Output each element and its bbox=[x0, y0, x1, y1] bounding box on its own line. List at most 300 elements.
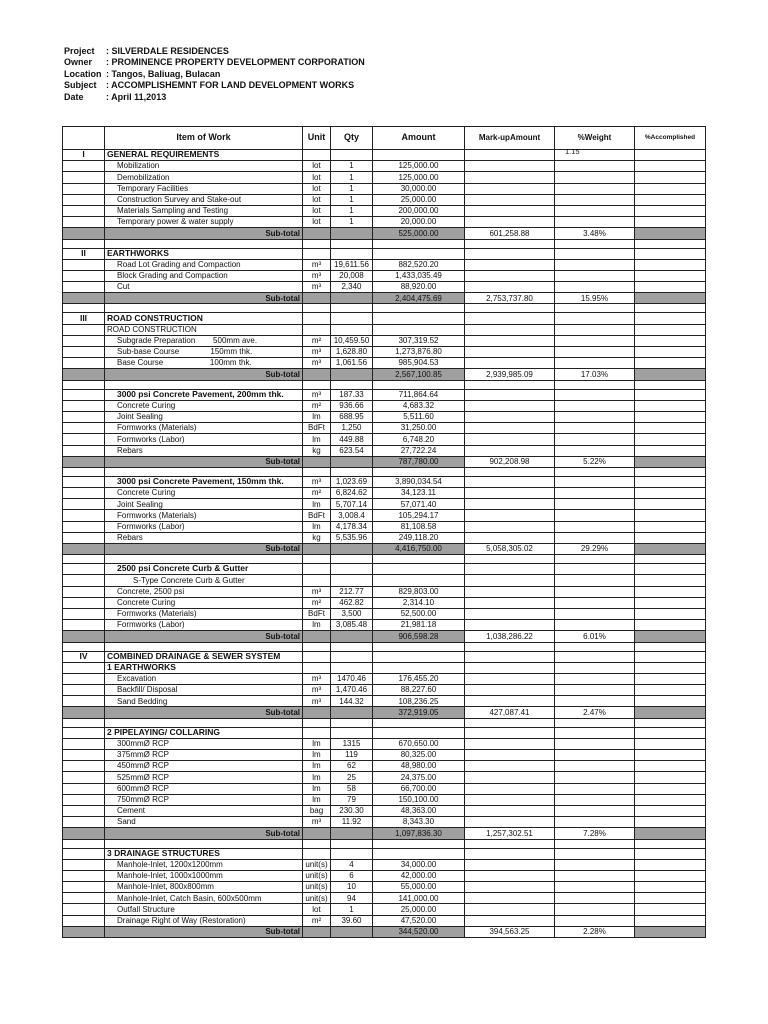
blank-cell bbox=[373, 642, 465, 651]
blank-cell bbox=[331, 467, 373, 476]
row-item: Materials Sampling and Testing bbox=[105, 205, 303, 216]
row-accomplished bbox=[635, 172, 706, 183]
row-markup bbox=[465, 423, 555, 434]
blank-cell bbox=[555, 839, 635, 848]
table-row bbox=[63, 358, 706, 369]
blank-cell bbox=[303, 839, 331, 848]
row-item: 2 PIPELAYING/ COLLARING bbox=[105, 727, 303, 738]
blank-cell bbox=[303, 380, 331, 389]
row-accomplished bbox=[635, 488, 706, 499]
blank-cell bbox=[635, 642, 706, 651]
row-qty bbox=[331, 150, 373, 161]
row-amount: 81,108.58 bbox=[373, 521, 465, 532]
row-weight bbox=[555, 608, 635, 619]
row-weight bbox=[555, 389, 635, 400]
row-weight bbox=[555, 673, 635, 684]
row-weight bbox=[555, 521, 635, 532]
row-accomplished bbox=[635, 608, 706, 619]
row-item: Manhole-Inlet, 1000x1000mm bbox=[105, 870, 303, 881]
row-amount: 249,118.20 bbox=[373, 532, 465, 543]
row-weight bbox=[555, 400, 635, 411]
row-amount: 80,325.00 bbox=[373, 750, 465, 761]
row-weight bbox=[555, 161, 635, 172]
row-accomplished bbox=[635, 161, 706, 172]
row-amount bbox=[373, 324, 465, 335]
row-markup bbox=[465, 400, 555, 411]
row-amount: 4,683.32 bbox=[373, 400, 465, 411]
row-amount: 25,000.00 bbox=[373, 904, 465, 915]
row-number bbox=[63, 893, 105, 904]
blank-cell bbox=[555, 718, 635, 727]
row-markup bbox=[465, 662, 555, 673]
accomplished-percent bbox=[635, 456, 706, 467]
row-number bbox=[63, 282, 105, 293]
row-amount: 34,000.00 bbox=[373, 859, 465, 870]
row-accomplished bbox=[635, 915, 706, 926]
row-weight bbox=[555, 476, 635, 487]
table-row bbox=[63, 794, 706, 805]
table-row bbox=[63, 870, 706, 881]
table-row bbox=[63, 521, 706, 532]
table-row bbox=[63, 205, 706, 216]
row-weight bbox=[555, 794, 635, 805]
row-qty bbox=[331, 369, 373, 380]
table-row bbox=[63, 423, 706, 434]
row-accomplished bbox=[635, 882, 706, 893]
meta-row bbox=[64, 46, 365, 57]
row-accomplished bbox=[635, 499, 706, 510]
blank-cell bbox=[465, 718, 555, 727]
meta-row bbox=[64, 80, 365, 91]
row-qty: 5,535.96 bbox=[331, 532, 373, 543]
row-markup bbox=[465, 411, 555, 422]
row-accomplished bbox=[635, 313, 706, 324]
row-item: 2500 psi Concrete Curb & Gutter bbox=[105, 564, 303, 575]
table-row bbox=[63, 817, 706, 828]
table-row bbox=[63, 783, 706, 794]
row-unit: m³ bbox=[303, 476, 331, 487]
row-accomplished bbox=[635, 476, 706, 487]
row-weight bbox=[555, 347, 635, 358]
row-unit: m³ bbox=[303, 673, 331, 684]
row-amount: 176,455.20 bbox=[373, 673, 465, 684]
row-qty: 1 bbox=[331, 217, 373, 228]
row-number bbox=[63, 347, 105, 358]
row-weight bbox=[555, 335, 635, 346]
blank-cell bbox=[63, 239, 105, 248]
blank-cell bbox=[373, 239, 465, 248]
blank-cell bbox=[635, 304, 706, 313]
row-amount bbox=[373, 662, 465, 673]
row-item: 3 DRAINAGE STRUCTURES bbox=[105, 848, 303, 859]
row-amount: 88,920.00 bbox=[373, 282, 465, 293]
row-markup bbox=[465, 282, 555, 293]
row-accomplished bbox=[635, 259, 706, 270]
blank-cell bbox=[635, 239, 706, 248]
row-unit: m² bbox=[303, 488, 331, 499]
subtotal-amount: 344,520.00 bbox=[373, 926, 465, 937]
meta-key: Project bbox=[64, 46, 95, 56]
row-weight bbox=[555, 805, 635, 816]
row-accomplished bbox=[635, 347, 706, 358]
row-qty: 6 bbox=[331, 870, 373, 881]
row-number bbox=[63, 727, 105, 738]
markup-factor: 1.15 bbox=[565, 147, 580, 156]
row-weight bbox=[555, 620, 635, 631]
row-markup bbox=[465, 893, 555, 904]
row-qty: 79 bbox=[331, 794, 373, 805]
row-unit: BdFt bbox=[303, 608, 331, 619]
row-qty bbox=[331, 848, 373, 859]
row-number bbox=[63, 620, 105, 631]
row-markup bbox=[465, 673, 555, 684]
row-qty: 5,707.14 bbox=[331, 499, 373, 510]
row-weight bbox=[555, 248, 635, 259]
row-markup bbox=[465, 510, 555, 521]
col-header-unit: Unit bbox=[303, 127, 331, 150]
row-qty: 20,008 bbox=[331, 270, 373, 281]
row-item: Base Course 100mm thk. bbox=[105, 358, 303, 369]
row-item: Construction Survey and Stake-out bbox=[105, 194, 303, 205]
row-amount: 20,000.00 bbox=[373, 217, 465, 228]
row-item: 525mmØ RCP bbox=[105, 772, 303, 783]
row-accomplished bbox=[635, 696, 706, 707]
row-qty bbox=[331, 651, 373, 662]
row-unit: lm bbox=[303, 794, 331, 805]
row-amount: 47,520.00 bbox=[373, 915, 465, 926]
row-markup bbox=[465, 313, 555, 324]
subtotal-label: Sub-total bbox=[105, 828, 303, 839]
subtotal-amount: 4,416,750.00 bbox=[373, 544, 465, 555]
row-amount: 125,000.00 bbox=[373, 172, 465, 183]
row-qty: 230.30 bbox=[331, 805, 373, 816]
blank-cell bbox=[105, 304, 303, 313]
row-markup bbox=[465, 389, 555, 400]
section-row bbox=[63, 389, 706, 400]
row-accomplished bbox=[635, 586, 706, 597]
row-accomplished bbox=[635, 445, 706, 456]
row-item: 3000 psi Concrete Pavement, 200mm thk. bbox=[105, 389, 303, 400]
row-weight bbox=[555, 904, 635, 915]
row-unit bbox=[303, 456, 331, 467]
blank-cell bbox=[555, 642, 635, 651]
table-row bbox=[63, 673, 706, 684]
table-row bbox=[63, 772, 706, 783]
row-weight bbox=[555, 445, 635, 456]
row-item: Rebars bbox=[105, 532, 303, 543]
row-unit: lot bbox=[303, 217, 331, 228]
table-row bbox=[63, 620, 706, 631]
row-number bbox=[63, 488, 105, 499]
table-row bbox=[63, 282, 706, 293]
row-amount: 105,294.17 bbox=[373, 510, 465, 521]
blank-cell bbox=[331, 642, 373, 651]
blank-cell bbox=[465, 239, 555, 248]
row-amount: 24,375.00 bbox=[373, 772, 465, 783]
row-number bbox=[63, 631, 105, 642]
row-item: Concrete, 2500 psi bbox=[105, 586, 303, 597]
row-number bbox=[63, 673, 105, 684]
markup-amount: 2,753,737.80 bbox=[465, 293, 555, 304]
weight-percent: 17.03% bbox=[555, 369, 635, 380]
table-row bbox=[63, 194, 706, 205]
section-row bbox=[63, 651, 706, 662]
row-weight bbox=[555, 411, 635, 422]
row-number bbox=[63, 738, 105, 749]
row-qty: 1,250 bbox=[331, 423, 373, 434]
row-accomplished bbox=[635, 904, 706, 915]
row-qty bbox=[331, 248, 373, 259]
row-qty: 1 bbox=[331, 172, 373, 183]
row-markup bbox=[465, 685, 555, 696]
row-amount: 5,511.60 bbox=[373, 411, 465, 422]
row-weight bbox=[555, 434, 635, 445]
section-row bbox=[63, 564, 706, 575]
row-unit: lm bbox=[303, 620, 331, 631]
row-item: 3000 psi Concrete Pavement, 150mm thk. bbox=[105, 476, 303, 487]
blank-cell bbox=[303, 304, 331, 313]
row-markup bbox=[465, 445, 555, 456]
blank-row bbox=[63, 839, 706, 848]
row-item: Formworks (Materials) bbox=[105, 423, 303, 434]
row-accomplished bbox=[635, 389, 706, 400]
row-amount: 27,722.24 bbox=[373, 445, 465, 456]
row-accomplished bbox=[635, 575, 706, 586]
section-row bbox=[63, 476, 706, 487]
row-weight bbox=[555, 685, 635, 696]
subtotal-amount: 2,404,475.69 bbox=[373, 293, 465, 304]
row-number bbox=[63, 707, 105, 718]
row-weight bbox=[555, 597, 635, 608]
row-weight bbox=[555, 172, 635, 183]
row-accomplished bbox=[635, 150, 706, 161]
row-number bbox=[63, 161, 105, 172]
row-accomplished bbox=[635, 673, 706, 684]
row-markup bbox=[465, 620, 555, 631]
row-number bbox=[63, 870, 105, 881]
row-unit: m² bbox=[303, 400, 331, 411]
meta-value: : April 11,2013 bbox=[106, 91, 167, 102]
row-amount bbox=[373, 564, 465, 575]
row-item: Cement bbox=[105, 805, 303, 816]
row-number bbox=[63, 817, 105, 828]
blank-cell bbox=[373, 380, 465, 389]
row-unit: m³ bbox=[303, 358, 331, 369]
row-unit: m³ bbox=[303, 270, 331, 281]
row-qty: 6,824.62 bbox=[331, 488, 373, 499]
row-qty bbox=[331, 662, 373, 673]
blank-cell bbox=[303, 642, 331, 651]
row-qty: 94 bbox=[331, 893, 373, 904]
row-unit: m³ bbox=[303, 817, 331, 828]
row-weight bbox=[555, 738, 635, 749]
meta-key: Date bbox=[64, 91, 84, 102]
row-unit: lot bbox=[303, 194, 331, 205]
row-unit bbox=[303, 369, 331, 380]
row-weight bbox=[555, 194, 635, 205]
row-weight bbox=[555, 915, 635, 926]
table-row bbox=[63, 335, 706, 346]
row-number bbox=[63, 411, 105, 422]
row-qty bbox=[331, 575, 373, 586]
accomplishment-table bbox=[62, 126, 706, 938]
row-markup bbox=[465, 772, 555, 783]
row-item: Demobilization bbox=[105, 172, 303, 183]
row-number bbox=[63, 915, 105, 926]
row-item: Block Grading and Compaction bbox=[105, 270, 303, 281]
row-weight bbox=[555, 259, 635, 270]
accomplished-percent bbox=[635, 228, 706, 239]
accomplished-percent bbox=[635, 926, 706, 937]
row-qty: 25 bbox=[331, 772, 373, 783]
row-number bbox=[63, 205, 105, 216]
row-number bbox=[63, 685, 105, 696]
row-markup bbox=[465, 738, 555, 749]
row-unit: unit(s) bbox=[303, 859, 331, 870]
blank-cell bbox=[63, 304, 105, 313]
meta-key: Subject bbox=[64, 80, 97, 91]
row-unit bbox=[303, 651, 331, 662]
row-unit bbox=[303, 313, 331, 324]
markup-amount: 902,208.98 bbox=[465, 456, 555, 467]
blank-cell bbox=[331, 718, 373, 727]
row-unit bbox=[303, 248, 331, 259]
row-number bbox=[63, 783, 105, 794]
table-row bbox=[63, 400, 706, 411]
row-accomplished bbox=[635, 761, 706, 772]
row-number bbox=[63, 194, 105, 205]
row-qty: 2,340 bbox=[331, 282, 373, 293]
row-markup bbox=[465, 205, 555, 216]
row-unit: m³ bbox=[303, 586, 331, 597]
row-accomplished bbox=[635, 358, 706, 369]
row-markup bbox=[465, 434, 555, 445]
markup-amount: 601,258.88 bbox=[465, 228, 555, 239]
row-weight bbox=[555, 282, 635, 293]
row-amount bbox=[373, 248, 465, 259]
row-accomplished bbox=[635, 662, 706, 673]
blank-cell bbox=[555, 304, 635, 313]
row-accomplished bbox=[635, 685, 706, 696]
row-weight bbox=[555, 859, 635, 870]
row-item: Mobilization bbox=[105, 161, 303, 172]
table-row bbox=[63, 445, 706, 456]
row-item: 300mmØ RCP bbox=[105, 738, 303, 749]
row-markup bbox=[465, 586, 555, 597]
row-unit: kg bbox=[303, 445, 331, 456]
table-row bbox=[63, 761, 706, 772]
row-item: Manhole-Inlet, 800x800mm bbox=[105, 882, 303, 893]
blank-cell bbox=[465, 380, 555, 389]
row-accomplished bbox=[635, 205, 706, 216]
blank-cell bbox=[303, 239, 331, 248]
row-number bbox=[63, 456, 105, 467]
table-row bbox=[63, 586, 706, 597]
table-row bbox=[63, 270, 706, 281]
blank-cell bbox=[105, 555, 303, 564]
row-qty: 1470.46 bbox=[331, 673, 373, 684]
section-row bbox=[63, 848, 706, 859]
weight-percent: 5.22% bbox=[555, 456, 635, 467]
row-number bbox=[63, 434, 105, 445]
table-row bbox=[63, 575, 706, 586]
blank-cell bbox=[635, 718, 706, 727]
row-markup bbox=[465, 859, 555, 870]
row-markup bbox=[465, 882, 555, 893]
row-amount: 141,000.00 bbox=[373, 893, 465, 904]
row-item: Backfill/ Disposal bbox=[105, 685, 303, 696]
row-item: Excavation bbox=[105, 673, 303, 684]
row-unit bbox=[303, 848, 331, 859]
row-unit: lm bbox=[303, 499, 331, 510]
row-accomplished bbox=[635, 893, 706, 904]
table-row bbox=[63, 411, 706, 422]
row-item: S-Type Concrete Curb & Gutter bbox=[105, 575, 303, 586]
table-row bbox=[63, 499, 706, 510]
row-amount bbox=[373, 651, 465, 662]
blank-cell bbox=[303, 555, 331, 564]
row-unit: m³ bbox=[303, 685, 331, 696]
row-accomplished bbox=[635, 859, 706, 870]
table-row bbox=[63, 904, 706, 915]
meta-value: : SILVERDALE RESIDENCES bbox=[106, 46, 229, 56]
row-qty: 936.66 bbox=[331, 400, 373, 411]
accomplished-percent bbox=[635, 631, 706, 642]
row-unit: lot bbox=[303, 183, 331, 194]
markup-amount: 427,087.41 bbox=[465, 707, 555, 718]
row-item: Sand bbox=[105, 817, 303, 828]
row-qty: 3,008.4 bbox=[331, 510, 373, 521]
table-row bbox=[63, 434, 706, 445]
weight-percent: 15.95% bbox=[555, 293, 635, 304]
blank-cell bbox=[331, 239, 373, 248]
row-unit: lm bbox=[303, 783, 331, 794]
row-qty: 1,470.46 bbox=[331, 685, 373, 696]
table-row bbox=[63, 217, 706, 228]
blank-cell bbox=[555, 380, 635, 389]
row-accomplished bbox=[635, 532, 706, 543]
row-weight bbox=[555, 696, 635, 707]
row-weight bbox=[555, 882, 635, 893]
row-amount: 42,000.00 bbox=[373, 870, 465, 881]
row-number bbox=[63, 828, 105, 839]
row-number bbox=[63, 794, 105, 805]
row-number bbox=[63, 521, 105, 532]
subtotal-row bbox=[63, 456, 706, 467]
row-amount: 31,250.00 bbox=[373, 423, 465, 434]
row-unit: kg bbox=[303, 532, 331, 543]
subtotal-row bbox=[63, 707, 706, 718]
row-item: 750mmØ RCP bbox=[105, 794, 303, 805]
blank-cell bbox=[63, 642, 105, 651]
row-item: 450mmØ RCP bbox=[105, 761, 303, 772]
row-number bbox=[63, 696, 105, 707]
row-markup bbox=[465, 696, 555, 707]
row-item: Outfall Structure bbox=[105, 904, 303, 915]
row-qty bbox=[331, 926, 373, 937]
row-qty: 1,628.80 bbox=[331, 347, 373, 358]
row-amount: 66,700.00 bbox=[373, 783, 465, 794]
blank-cell bbox=[635, 839, 706, 848]
row-qty: 144.32 bbox=[331, 696, 373, 707]
row-accomplished bbox=[635, 651, 706, 662]
row-unit bbox=[303, 324, 331, 335]
blank-cell bbox=[105, 839, 303, 848]
row-markup bbox=[465, 217, 555, 228]
row-qty: 1,061.56 bbox=[331, 358, 373, 369]
row-weight bbox=[555, 499, 635, 510]
row-qty: 4,178.34 bbox=[331, 521, 373, 532]
